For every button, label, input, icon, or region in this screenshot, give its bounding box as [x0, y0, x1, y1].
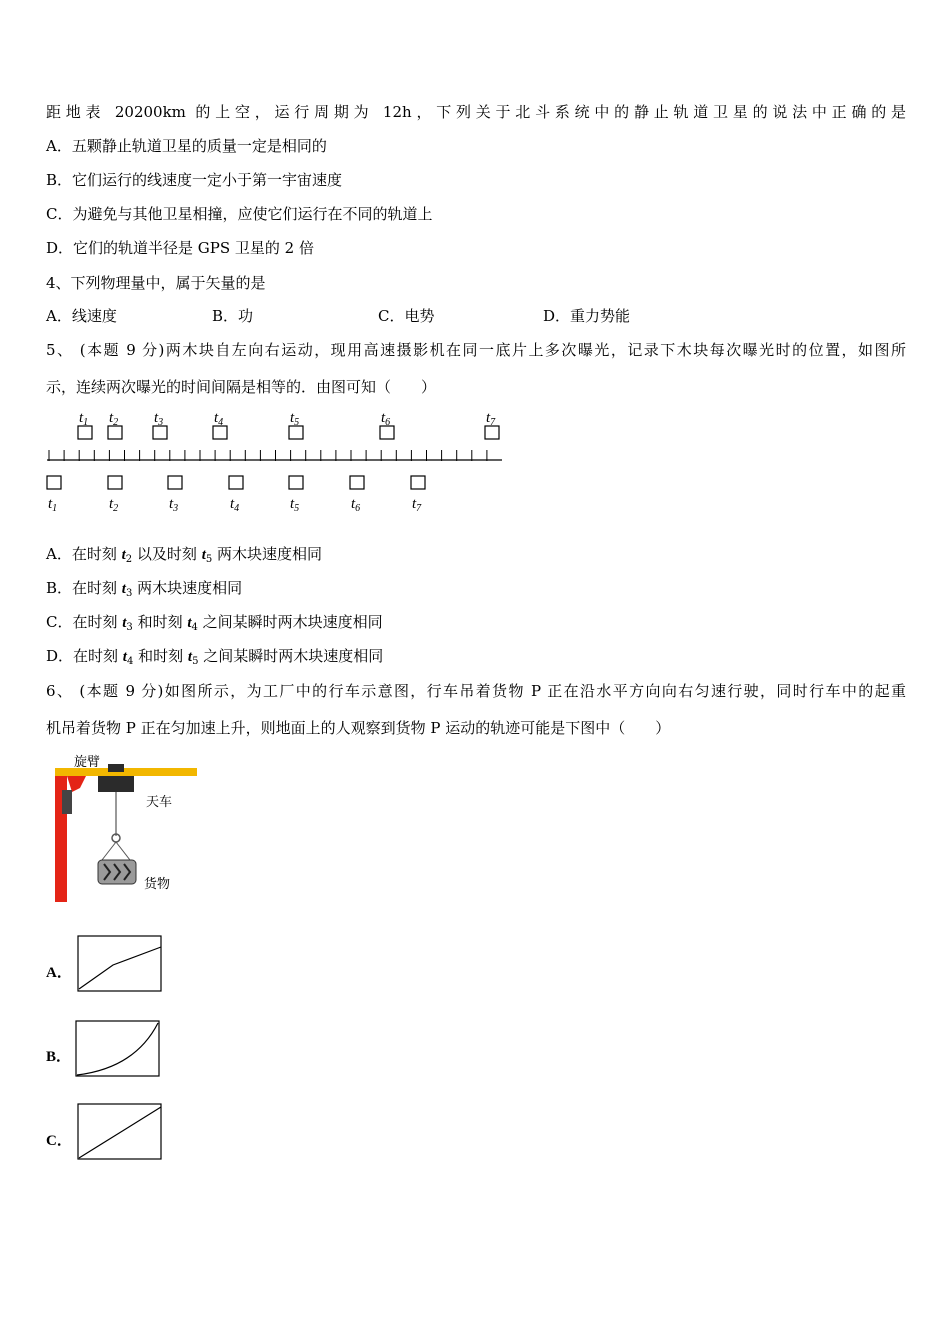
q4-option-c: C．电势 — [378, 307, 435, 325]
top-time-label: $t_4$ — [214, 410, 224, 428]
q3-option-d: D．它们的轨道半径是 GPS 卫星的 2 倍 — [46, 239, 314, 257]
crane-figure — [50, 754, 210, 904]
q5-option-b: B．在时刻 $t_3$ 两木块速度相同 — [46, 579, 243, 599]
bottom-block — [108, 476, 122, 489]
bottom-time-label: $t_4$ — [230, 496, 240, 514]
q4-option-b: B．功 — [212, 307, 254, 325]
label-arm: 旋臂 — [74, 755, 101, 770]
trajectory-b — [77, 1023, 158, 1075]
top-time-label: $t_1$ — [79, 410, 89, 428]
top-time-label: $t_2$ — [109, 410, 119, 428]
bottom-time-label: $t_6$ — [351, 496, 361, 514]
bottom-block — [168, 476, 182, 489]
crane-brace — [67, 776, 86, 792]
q4-option-d: D．重力势能 — [543, 307, 631, 325]
bottom-time-label: $t_5$ — [290, 496, 300, 514]
trajectory-a — [79, 947, 161, 989]
bottom-block — [350, 476, 364, 489]
trajectory-c — [79, 1107, 161, 1158]
bottom-time-label: $t_2$ — [109, 496, 119, 514]
q3-option-c: C．为避免与其他卫星相撞，应使它们运行在不同的轨道上 — [46, 205, 433, 223]
bottom-block — [289, 476, 303, 489]
top-time-label: $t_3$ — [154, 410, 164, 428]
q6-graph-c — [77, 1103, 163, 1161]
q5-stem-line1: 5、 (本题 9 分)两木块自左向右运动，现用高速摄影机在同一底片上多次曝光，记录下木块每次曝光时的位置，如图所 — [46, 341, 906, 359]
trolley-body — [98, 776, 134, 792]
label-cargo: 货物 — [144, 877, 171, 892]
bottom-time-label: $t_1$ — [48, 496, 58, 514]
q5-option-c: C．在时刻 $t_3$ 和时刻 $t_4$ 之间某瞬时两木块速度相同 — [46, 613, 383, 633]
exposure-diagram — [44, 404, 514, 516]
q5-stem-line2: 示，连续两次曝光的时间间隔是相等的．由图可知（ ） — [46, 378, 437, 396]
q3-option-a: A．五颗静止轨道卫星的质量一定是相同的 — [46, 137, 327, 155]
top-time-label: $t_7$ — [486, 410, 496, 428]
q5-option-d: D．在时刻 $t_4$ 和时刻 $t_5$ 之间某瞬时两木块速度相同 — [46, 647, 384, 667]
q6-graph-b — [75, 1020, 161, 1078]
bottom-block — [229, 476, 243, 489]
q6-option-a-label: A． — [46, 965, 72, 981]
bottom-time-label: $t_3$ — [169, 496, 179, 514]
q4-stem: 4、下列物理量中，属于矢量的是 — [46, 274, 266, 292]
q6-stem-line2: 机吊着货物 P 正在匀加速上升，则地面上的人观察到货物 P 运动的轨迹可能是下图中（ ） — [46, 719, 671, 737]
crane-motor — [62, 790, 72, 814]
q3-option-b: B．它们运行的线速度一定小于第一宇宙速度 — [46, 171, 343, 189]
bottom-block — [47, 476, 61, 489]
q4-option-a: A．线速度 — [46, 307, 117, 325]
q6-graph-a — [77, 935, 163, 993]
label-trolley: 天车 — [146, 795, 173, 810]
bottom-block — [411, 476, 425, 489]
q6-option-b-label: B． — [46, 1049, 72, 1065]
intro-line: 距地表 20200km 的上空，运行周期为 12h，下列关于北斗系统中的静止轨道卫星的说法中正确的是 — [46, 103, 906, 121]
top-time-label: $t_6$ — [381, 410, 391, 428]
bottom-time-label: $t_7$ — [412, 496, 422, 514]
top-time-label: $t_5$ — [290, 410, 300, 428]
q6-stem-line1: 6、 (本题 9 分)如图所示，为工厂中的行车示意图，行车吊着货物 P 正在沿水平方向向右匀速行驶，同时行车中的起重 — [46, 682, 906, 700]
q5-option-a: A．在时刻 $t_2$ 以及时刻 $t_5$ 两木块速度相同 — [46, 545, 323, 565]
q6-option-c-label: C． — [46, 1133, 72, 1149]
